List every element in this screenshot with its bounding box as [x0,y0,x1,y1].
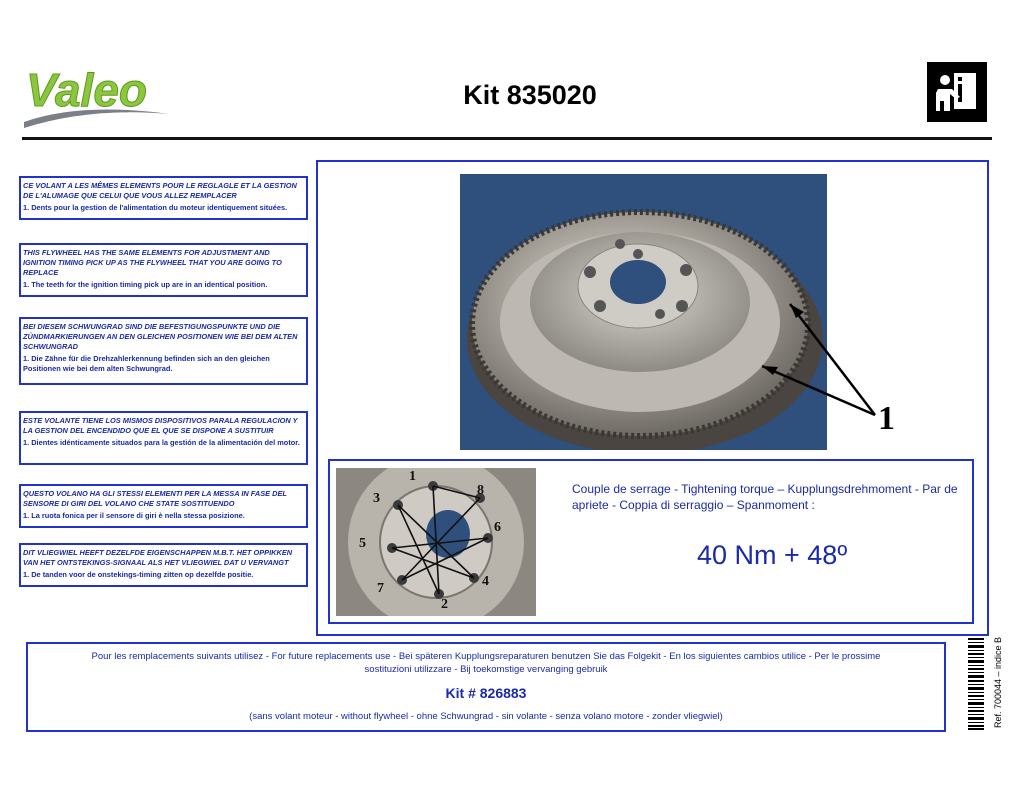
note-heading: THIS FLYWHEEL HAS THE SAME ELEMENTS FOR ADJUSTMENT AND IGNITION TIMING PICK UP AS THE FLYWHEEL THAT YOU ARE GOING TO REPLACE [23,248,282,277]
flywheel-photo [460,174,827,450]
replacement-kit-box [26,642,946,732]
note-heading: CE VOLANT A LES MÊMES ELEMENTS POUR LE REGLAGLE ET LA GESTION DE L'ALUMAGE QUE CELUI QUE VOUS ALLEZ REMPLACER [23,181,297,200]
note-item: 1. De tanden voor de onstekings-timing zitten op dezelfde positie. [23,570,254,579]
note-item: 1. Dientes idénticamente situados para la gestión de la alimentación del motor. [23,438,300,447]
torque-value: 40 Nm + 48º [697,540,848,570]
bolt-number: 7 [377,581,384,596]
bolt-number: 5 [359,536,366,551]
note-heading: DIT VLIEGWIEL HEEFT DEZELFDE EIGENSCHAPPEN M.B.T. HET OPPIKKEN VAN HET ONTSTEKINGS-SIGNAAL ALS HET VLIEGWIEL DAT U VERVANGT [23,548,293,567]
note-italian [19,484,308,528]
note-heading: ESTE VOLANTE TIENE LOS MISMOS DISPOSITIVOS PARALA REGULACION Y LA GESTION DEL ENCENDIDO QUE EL QUE SE DISPONE A SUSTITUIR [23,416,298,435]
note-item: 1. La ruota fonica per il sensore di giri è nella stessa posizione. [23,511,245,520]
bolt-number: 8 [477,483,484,498]
header-divider [22,137,992,140]
note-heading: QUESTO VOLANO HA GLI STESSI ELEMENTI PER LA MESSA IN FASE DEL SENSORE DI GIRI DEL VOLANO CHE STATE SOSTITUENDO [23,489,287,508]
note-item: 1. The teeth for the ignition timing pick up are in an identical position. [23,280,268,289]
barcode [968,638,984,730]
bolt-number: 4 [482,574,489,589]
bolt-number: 3 [373,491,380,506]
bolt-sequence-photo [336,468,536,616]
note-item: 1. Dents pour la gestion de l'alimentation du moteur identiquement situées. [23,203,288,212]
reference-code: Ref. 700044 – indice B [993,636,1003,728]
svg-text:Valeo: Valeo [26,64,148,116]
bolt-number: 6 [494,520,501,535]
note-spanish [19,411,308,465]
note-item: 1. Die Zähne für die Drehzahlerkennung befinden sich an den gleichen Positionen wie bei dem alten Schwungrad. [23,354,270,373]
note-english [19,243,308,297]
note-dutch [19,543,308,587]
replacement-kit-number: Kit # 826883 [445,685,527,701]
bolt-number: 1 [409,469,416,484]
page-title: Kit 835020 [463,80,597,110]
note-german [19,317,308,385]
bolt-number: 2 [441,597,448,612]
note-french [19,176,308,220]
replacement-kit-note: (sans volant moteur - without flywheel - ohne Schwungrad - sin volante - senza volano motore - zonder vliegwiel) [249,711,723,722]
valeo-logo [20,62,175,132]
replacement-instructions: Pour les remplacements suivants utilisez - For future replacements use - Bei späteren Kupplungsreparaturen benutzen Sie das Folgekit - En los siguientes cambios utilice - Per le prossime sostituzioni utilizzare - Bij toekomstige vervanging gebruik [91,651,881,675]
info-manual-icon [927,62,987,122]
torque-description: Couple de serrage - Tightening torque – Kupplungsdrehmoment - Par de apriete - Coppia di serraggio – Spanmoment : [572,482,958,512]
note-heading: BEI DIESEM SCHWUNGRAD SIND DIE BEFESTIGUNGSPUNKTE UND DIE ZÜNDMARKIERUNGEN AN DEN GLEICHEN POSITIONEN WIE BEI DEM ALTEN SCHWUNGRAD [23,322,298,351]
callout-label: 1 [878,400,895,437]
